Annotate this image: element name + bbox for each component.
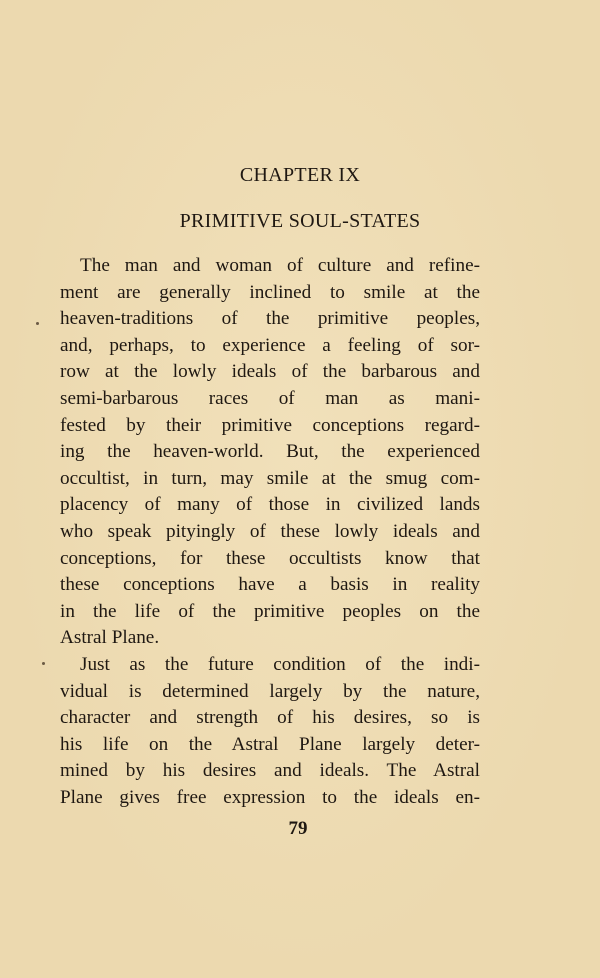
paragraph-1-line: semi-barbarous races of man as mani- [60, 387, 480, 409]
paper-speck [42, 662, 45, 665]
paragraph-1-line: row at the lowly ideals of the barbarous and [60, 361, 480, 383]
paragraph-1-line: placency of many of those in civilized lands [60, 494, 480, 516]
paragraph-1-line: occultist, in turn, may smile at the smug com- [60, 467, 480, 489]
paragraph-1-line: conceptions, for these occultists know that [60, 547, 480, 569]
paragraph-1-line: fested by their primitive conceptions regard- [60, 414, 480, 436]
paragraph-1-line: these conceptions have a basis in reality [60, 574, 480, 596]
paragraph-2-line: his life on the Astral Plane largely deter- [60, 733, 480, 755]
paragraph-1-line: ing the heaven-world. But, the experienced [60, 441, 480, 463]
paragraph-1-line: heaven-traditions of the primitive peoples, [60, 308, 480, 330]
paragraph-1-line: in the life of the primitive peoples on the [60, 600, 480, 622]
paragraph-1-line: and, perhaps, to experience a feeling of sor- [60, 334, 480, 356]
paragraph-2-line: character and strength of his desires, so is [60, 707, 480, 729]
paragraph-2-line: vidual is determined largely by the nature, [60, 680, 480, 702]
body-text [60, 253, 480, 811]
paper-speck [36, 322, 39, 325]
paragraph-1-line: who speak pityingly of these lowly ideals and [60, 520, 480, 542]
page-number: 79 [288, 818, 308, 839]
chapter-title: PRIMITIVE SOUL-STATES [179, 210, 421, 232]
paragraph-1-line: ment are generally inclined to smile at the [60, 281, 480, 303]
paragraph-1-line: Astral Plane. [60, 627, 160, 649]
paragraph-2-line: Just as the future condition of the indi- [80, 653, 480, 675]
paragraph-2-line: Plane gives free expression to the ideals en- [60, 786, 480, 808]
paragraph-2-line: mined by his desires and ideals. The Astral [60, 760, 480, 782]
chapter-number: CHAPTER IX [239, 164, 361, 186]
paragraph-1-line: The man and woman of culture and refine- [80, 255, 480, 276]
